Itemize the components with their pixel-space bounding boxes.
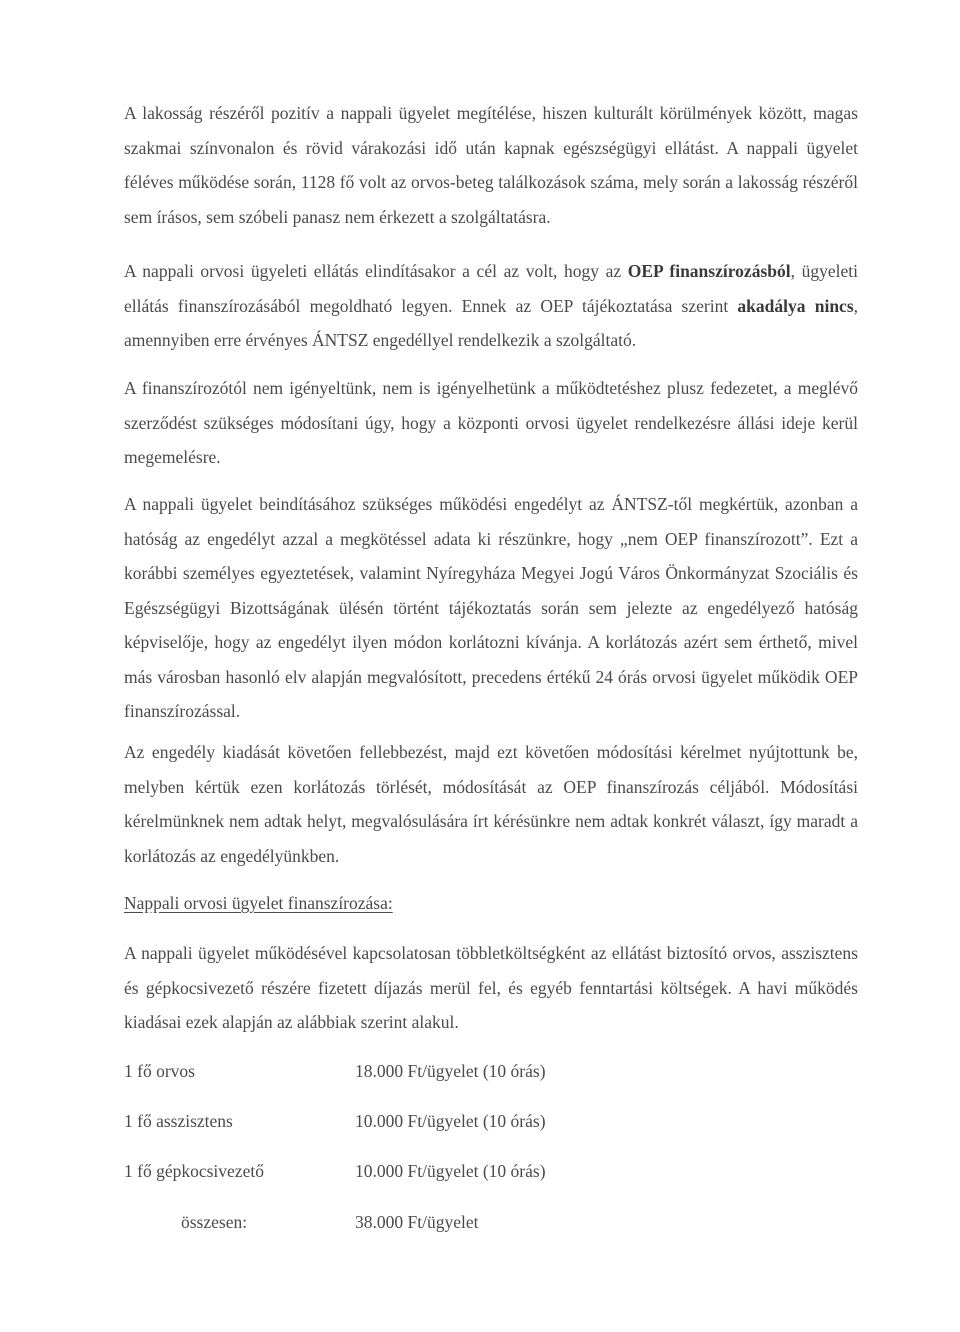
cost-amount: 18.000 Ft/ügyelet (10 órás) <box>355 1061 546 1081</box>
section-heading-financing: Nappali orvosi ügyelet finanszírozása: <box>124 893 393 913</box>
cost-total-label: összesen: <box>181 1212 248 1232</box>
cost-role: 1 fő orvos <box>124 1061 195 1081</box>
cost-amount: 10.000 Ft/ügyelet (10 órás) <box>355 1161 546 1181</box>
paragraph-public-opinion: A lakosság részéről pozitív a nappali ügyelet megítélése, hiszen kulturált körülmények között, magas szakmai színvonalon és rövid várakozási idő után kapnak egészségügyi ellátást. A nappali ügyelet féléves működése során, 1128 fő volt az orvos-beteg találkozások száma, mely során a lakosság részéről sem írásos, sem szóbeli panasz nem érkezett a szolgáltatásra. <box>124 103 858 227</box>
paragraph-text: , ügyeleti ellátás finanszírozásából megoldható legyen. Ennek az OEP tájékoztatása szerint <box>124 261 858 316</box>
paragraph-appeal: Az engedély kiadását követően fellebbezést, majd ezt követően módosítási kérelmet nyújtottunk be, melyben kértük ezen korlátozás törlését, módosítását az OEP finanszírozás céljából. Módosítási kérelmünknek nem adtak helyt, megvalósulására írt kérésünkre nem adtak konkrét választ, így maradt a korlátozás az engedélyünkben. <box>124 742 858 866</box>
paragraph-text: A nappali orvosi ügyeleti ellátás elindításakor a cél az volt, hogy az <box>124 261 628 281</box>
bold-oep-financing: OEP finanszírozásból <box>627 261 791 281</box>
paragraph-antsz-permit: A nappali ügyelet beindításához szükséges működési engedélyt az ÁNTSZ-től megkértük, azonban a hatóság az engedélyt azzal a megkötéssel adata ki részünkre, hogy „nem OEP finanszírozott”. Ezt a korábbi személyes egyeztetések, valamint Nyíregyháza Megyei Jogú Város Önkormányzat Szociális és Egészségügyi Bizottságának ülésén történt tájékoztatás során sem jelezte az engedélyező hatóság képviselője, hogy az engedélyt ilyen módon korlátozni kívánja. A korlátozás azért sem érthető, mivel más városban hasonló elv alapján megvalósított, precedens értékű 24 órás orvosi ügyelet működik OEP finanszírozással. <box>124 494 858 721</box>
bold-no-obstacle: akadálya nincs <box>737 295 854 316</box>
cost-role: 1 fő asszisztens <box>124 1111 233 1131</box>
cost-amount: 10.000 Ft/ügyelet (10 órás) <box>355 1111 546 1131</box>
cost-role: 1 fő gépkocsivezető <box>124 1161 264 1181</box>
paragraph-oep-financing <box>124 254 858 358</box>
cost-total-amount: 38.000 Ft/ügyelet <box>355 1212 479 1232</box>
paragraph-contract-modification: A finanszírozótól nem igényeltünk, nem is igényelhetünk a működtetéshez plusz fedezetet, a meglévő szerződést szükséges módosítani úgy, hogy a központi orvosi ügyelet rendelkezésre állási ideje kerül megemelésre. <box>124 378 858 467</box>
paragraph-text: , amennyiben erre érvényes ÁNTSZ engedéllyel rendelkezik a szolgáltató. <box>124 295 858 350</box>
paragraph-extra-costs: A nappali ügyelet működésével kapcsolatosan többletköltségként az ellátást biztosító orvos, asszisztens és gépkocsivezető részére fizetett díjazás merül fel, és egyéb fenntartási költségek. A havi működés kiadásai ezek alapján az alábbiak szerint alakul. <box>124 943 858 1032</box>
